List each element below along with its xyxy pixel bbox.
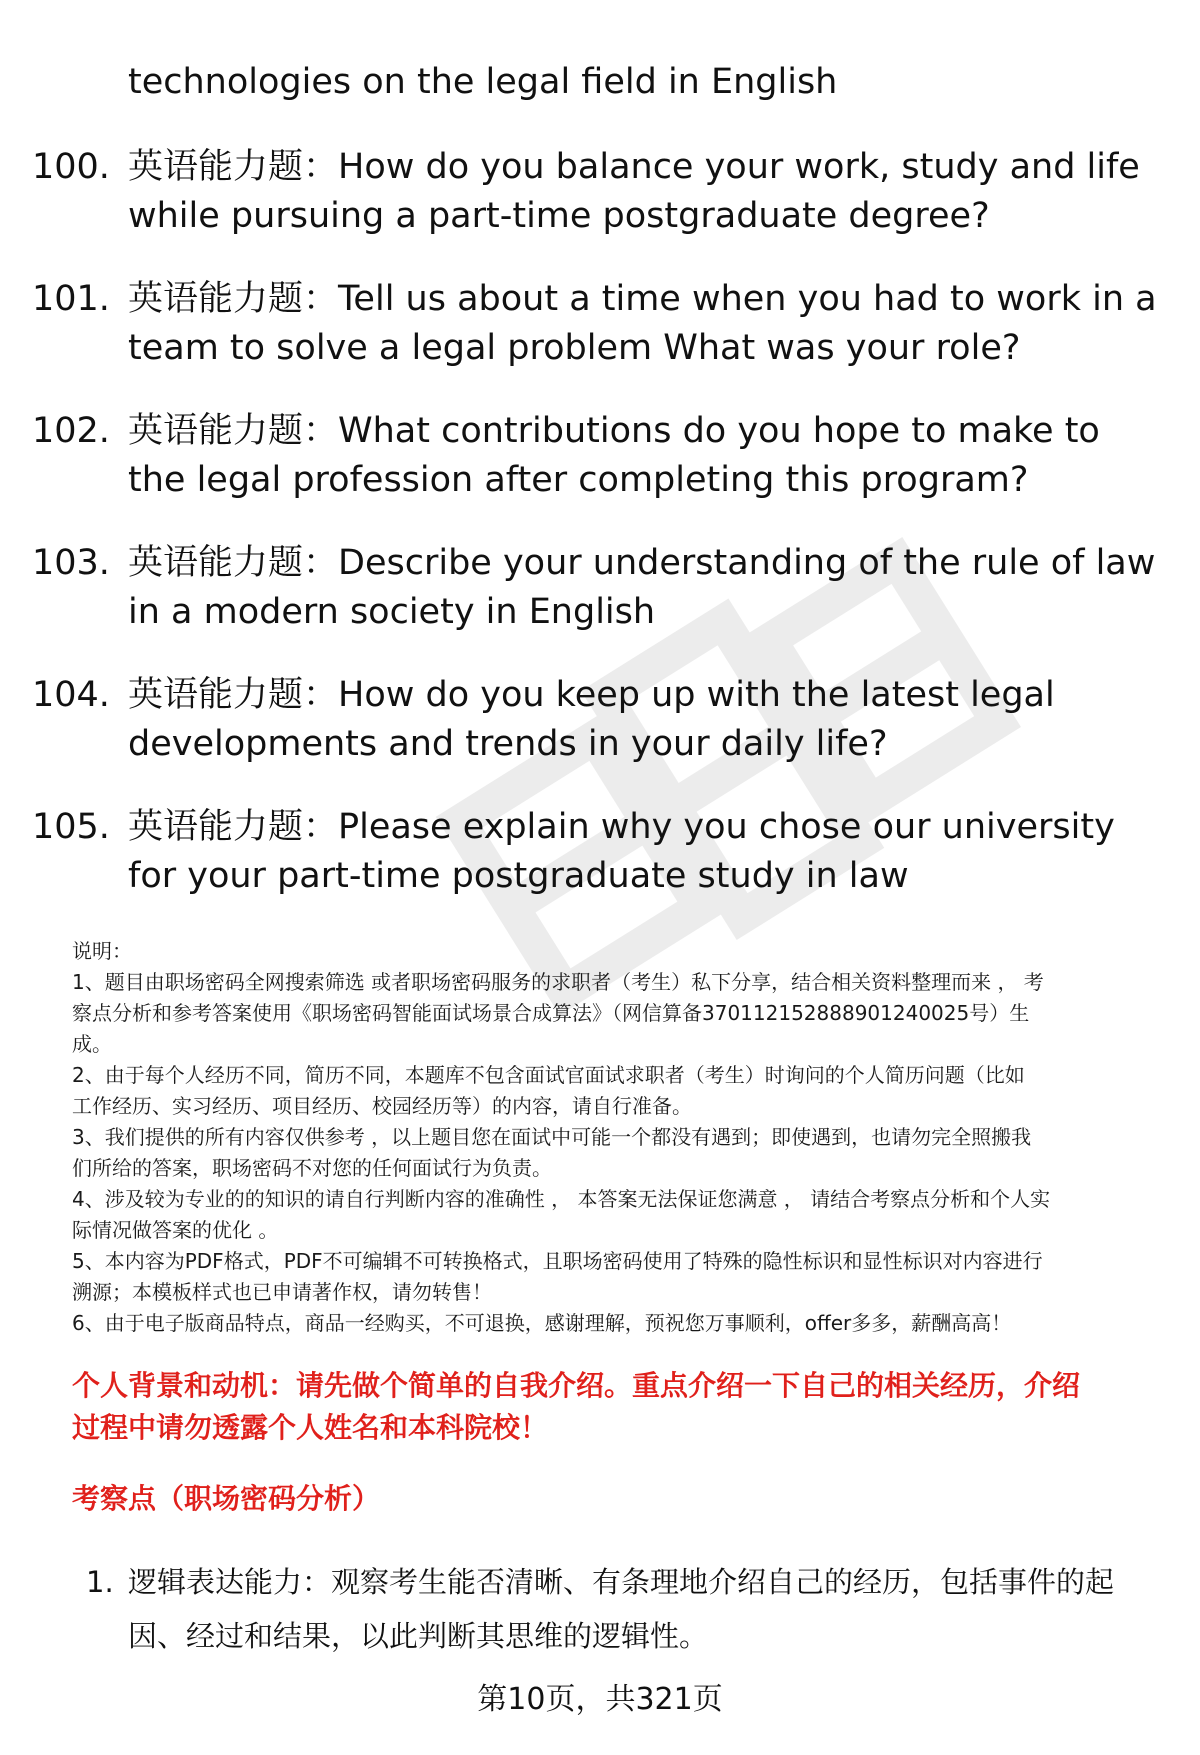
question-number: 102. [32,411,110,451]
note-line: 3、我们提供的所有内容仅供参考 ，以上题目您在面试中可能一个都没有遇到；即使遇到，也请勿完全照搬我 [72,1125,1032,1149]
question-line: 英语能力题：How do you balance your work, study and life [128,147,1140,187]
question-number: 105. [32,807,110,847]
exam-points-heading: 考察点（职场密码分析） [72,1482,381,1515]
notes-heading: 说明： [72,939,132,963]
exam-point-line: 逻辑表达能力：观察考生能否清晰、有条理地介绍自己的经历，包括事件的起 [128,1565,1115,1599]
notes-section [72,936,1162,1339]
question-text [128,275,1172,373]
exam-point-number: 1. [86,1565,114,1599]
question-text [128,539,1172,637]
question-line: 英语能力题：How do you keep up with the latest legal [128,675,1055,715]
note-line: 溯源；本模板样式也已申请著作权，请勿转售！ [72,1280,492,1304]
featured-question-line: 个人背景和动机：请先做个简单的自我介绍。重点介绍一下自己的相关经历，介绍 [72,1369,1081,1402]
note-line: 们所给的答案，职场密码不对您的任何面试行为负责。 [72,1156,552,1180]
question-number: 101. [32,279,110,319]
question-text [128,671,1172,769]
question-text [128,407,1172,505]
exam-point-text [128,1555,1176,1663]
question-line: 英语能力题：What contributions do you hope to make to [128,411,1100,451]
question-line: developments and trends in your daily life? [128,724,888,764]
note-line: 6、由于电子版商品特点，商品一经购买，不可退换，感谢理解，预祝您万事顺利，offer多多，薪酬高高！ [72,1311,1012,1335]
continued-question-text: technologies on the legal field in English [128,62,838,102]
question-line: 英语能力题：Tell us about a time when you had to work in a [128,279,1157,319]
question-item [32,143,1172,275]
question-line: 英语能力题：Please explain why you chose our university [128,807,1115,847]
exam-point-line: 因、经过和结果，以此判断其思维的逻辑性。 [128,1619,709,1653]
note-line: 4、涉及较为专业的的知识的请自行判断内容的准确性 ， 本答案无法保证您满意 ， 请结合考察点分析和个人实 [72,1187,1051,1211]
note-line: 际情况做答案的优化 。 [72,1218,279,1242]
note-line: 1、题目由职场密码全网搜索筛选 或者职场密码服务的求职者（考生）私下分享，结合相关资料整理而来 ， 考 [72,970,1044,994]
question-item [32,539,1172,671]
featured-question-line: 过程中请勿透露个人姓名和本科院校！ [72,1411,549,1444]
note-line: 工作经历、实习经历、项目经历、校园经历等）的内容，请自行准备。 [72,1094,692,1118]
question-item [32,275,1172,407]
note-line: 察点分析和参考答案使用《职场密码智能面试场景合成算法》（网信算备370112152888901240025号）生 [72,1001,1030,1025]
question-line: in a modern society in English [128,592,656,632]
note-line: 2、由于每个人经历不同，简历不同，本题库不包含面试官面试求职者（考生）时询问的个人简历问题（比如 [72,1063,1025,1087]
question-line: for your part-time postgraduate study in law [128,856,909,896]
question-number: 103. [32,543,110,583]
question-number: 100. [32,147,110,187]
question-number: 104. [32,675,110,715]
note-line: 5、本内容为PDF格式，PDF不可编辑不可转换格式，且职场密码使用了特殊的隐性标识和显性标识对内容进行 [72,1249,1043,1273]
question-line: while pursuing a part-time postgraduate degree? [128,196,990,236]
question-line: team to solve a legal problem What was your role? [128,328,1021,368]
question-text [128,803,1172,901]
featured-question [72,1365,1172,1449]
question-item [32,671,1172,803]
question-list [32,143,1172,935]
question-line: 英语能力题：Describe your understanding of the rule of law [128,543,1156,583]
question-item [32,407,1172,539]
note-line: 成。 [72,1032,112,1056]
question-item [32,803,1172,935]
question-line: the legal profession after completing this program? [128,460,1029,500]
question-text [128,143,1172,241]
page-footer: 第10页，共321页 [477,1682,723,1717]
